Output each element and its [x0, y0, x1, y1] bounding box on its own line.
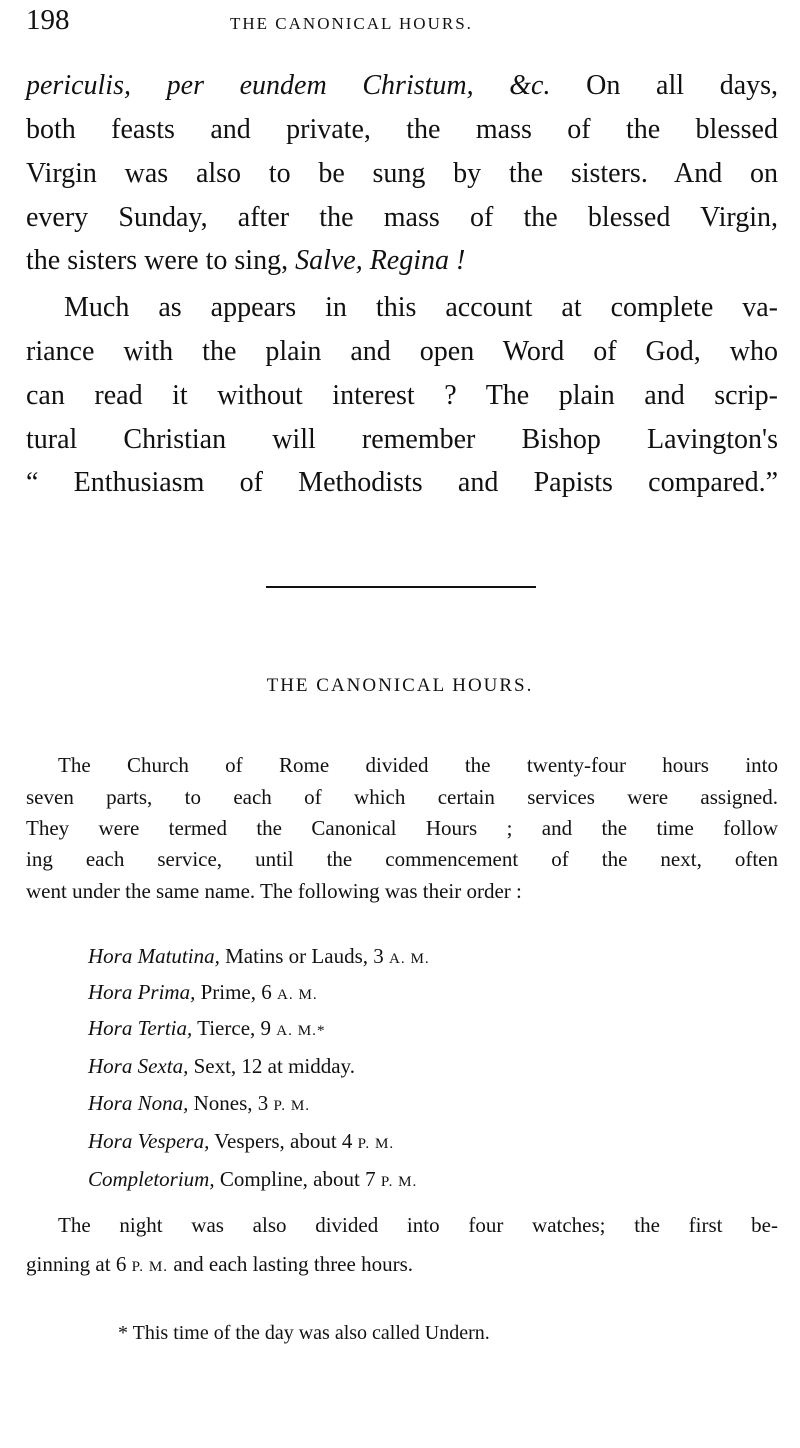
text-line: [26, 467, 778, 511]
text-segment: Much as appears in this account at complete va-: [64, 292, 778, 323]
text-segment: and each lasting three hours.: [168, 1252, 413, 1276]
italic-text: periculis, per eundem Christum, &c.: [26, 70, 551, 101]
small-caps-text: P. M.: [380, 1174, 418, 1190]
small-caps-text: P. M.: [273, 1098, 311, 1114]
text-line: [88, 1054, 688, 1079]
text-segment: ing each service, until the commencement of the next, often: [26, 847, 778, 871]
small-caps-text: P. M.: [357, 1136, 395, 1152]
text-line: [26, 847, 778, 872]
text-line: [26, 424, 778, 468]
section-title: THE CANONICAL HOURS.: [266, 675, 534, 696]
text-line: [88, 980, 688, 1005]
text-line: [26, 114, 778, 158]
text-line: [58, 753, 778, 778]
text-segment: the sisters were to sing,: [26, 245, 296, 276]
text-line: [26, 70, 778, 114]
small-caps-text: A. M.: [277, 987, 318, 1003]
text-line: [26, 785, 778, 810]
italic-text: Hora Nona,: [88, 1091, 189, 1115]
text-line: [88, 1129, 688, 1154]
text-segment: Compline, about 7: [214, 1167, 381, 1191]
text-segment: Matins or Lauds, 3: [219, 944, 389, 968]
text-segment: can read it without interest ? The plain and scrip-: [26, 380, 778, 411]
italic-text: Hora Sexta,: [88, 1054, 189, 1078]
italic-text: Hora Matutina,: [88, 944, 220, 968]
text-line: [26, 158, 778, 202]
text-line: [26, 879, 778, 904]
running-head: THE CANONICAL HOURS.: [230, 14, 473, 33]
page-header: [26, 4, 778, 44]
text-line: [58, 1213, 778, 1238]
italic-text: Hora Prima,: [88, 980, 196, 1004]
text-segment: Tierce, 9: [192, 1016, 277, 1040]
text-line: [26, 380, 778, 424]
text-line: [88, 1091, 688, 1116]
text-line: [64, 292, 778, 336]
text-segment: went under the same name. The following was their order :: [26, 879, 522, 903]
text-segment: Prime, 6: [195, 980, 278, 1004]
text-segment: “ Enthusiasm of Methodists and Papists compared.”: [26, 467, 778, 498]
section-divider-rule: [266, 586, 536, 588]
text-segment: tural Christian will remember Bishop Lavington's: [26, 424, 778, 455]
footnote: * This time of the day was also called Undern.: [118, 1322, 490, 1344]
italic-text: Hora Vespera,: [88, 1129, 210, 1153]
page-number: 198: [26, 4, 70, 36]
text-line: [26, 245, 778, 289]
text-segment: Virgin was also to be sung by the sisters. And on: [26, 158, 778, 189]
text-line: [26, 1252, 778, 1277]
text-line: [88, 944, 688, 969]
text-segment: On all days,: [550, 70, 779, 101]
text-segment: ginning at 6: [26, 1252, 132, 1276]
text-segment: riance with the plain and open Word of God, who: [26, 336, 778, 367]
text-segment: The night was also divided into four watches; the first be-: [58, 1213, 778, 1237]
text-segment: seven parts, to each of which certain services were assigned.: [26, 785, 778, 809]
text-segment: both feasts and private, the mass of the blessed: [26, 114, 778, 145]
text-line: [26, 336, 778, 380]
text-line: [88, 1167, 688, 1192]
small-caps-text: A. M.: [389, 951, 430, 967]
text-line: [26, 816, 778, 841]
text-segment: every Sunday, after the mass of the blessed Virgin,: [26, 202, 778, 233]
text-segment: Nones, 3: [188, 1091, 274, 1115]
text-segment: Sext, 12 at midday.: [188, 1054, 355, 1078]
text-line: [26, 202, 778, 246]
small-caps-text: A. M.*: [276, 1023, 326, 1039]
text-segment: The Church of Rome divided the twenty-four hours into: [58, 753, 778, 777]
italic-text: Hora Tertia,: [88, 1016, 193, 1040]
italic-text: Completorium,: [88, 1167, 215, 1191]
text-segment: They were termed the Canonical Hours ; and the time follow: [26, 816, 778, 840]
text-segment: Vespers, about 4: [209, 1129, 358, 1153]
text-line: [88, 1016, 688, 1041]
italic-text: Salve, Regina !: [295, 245, 466, 276]
small-caps-text: P. M.: [131, 1259, 169, 1275]
